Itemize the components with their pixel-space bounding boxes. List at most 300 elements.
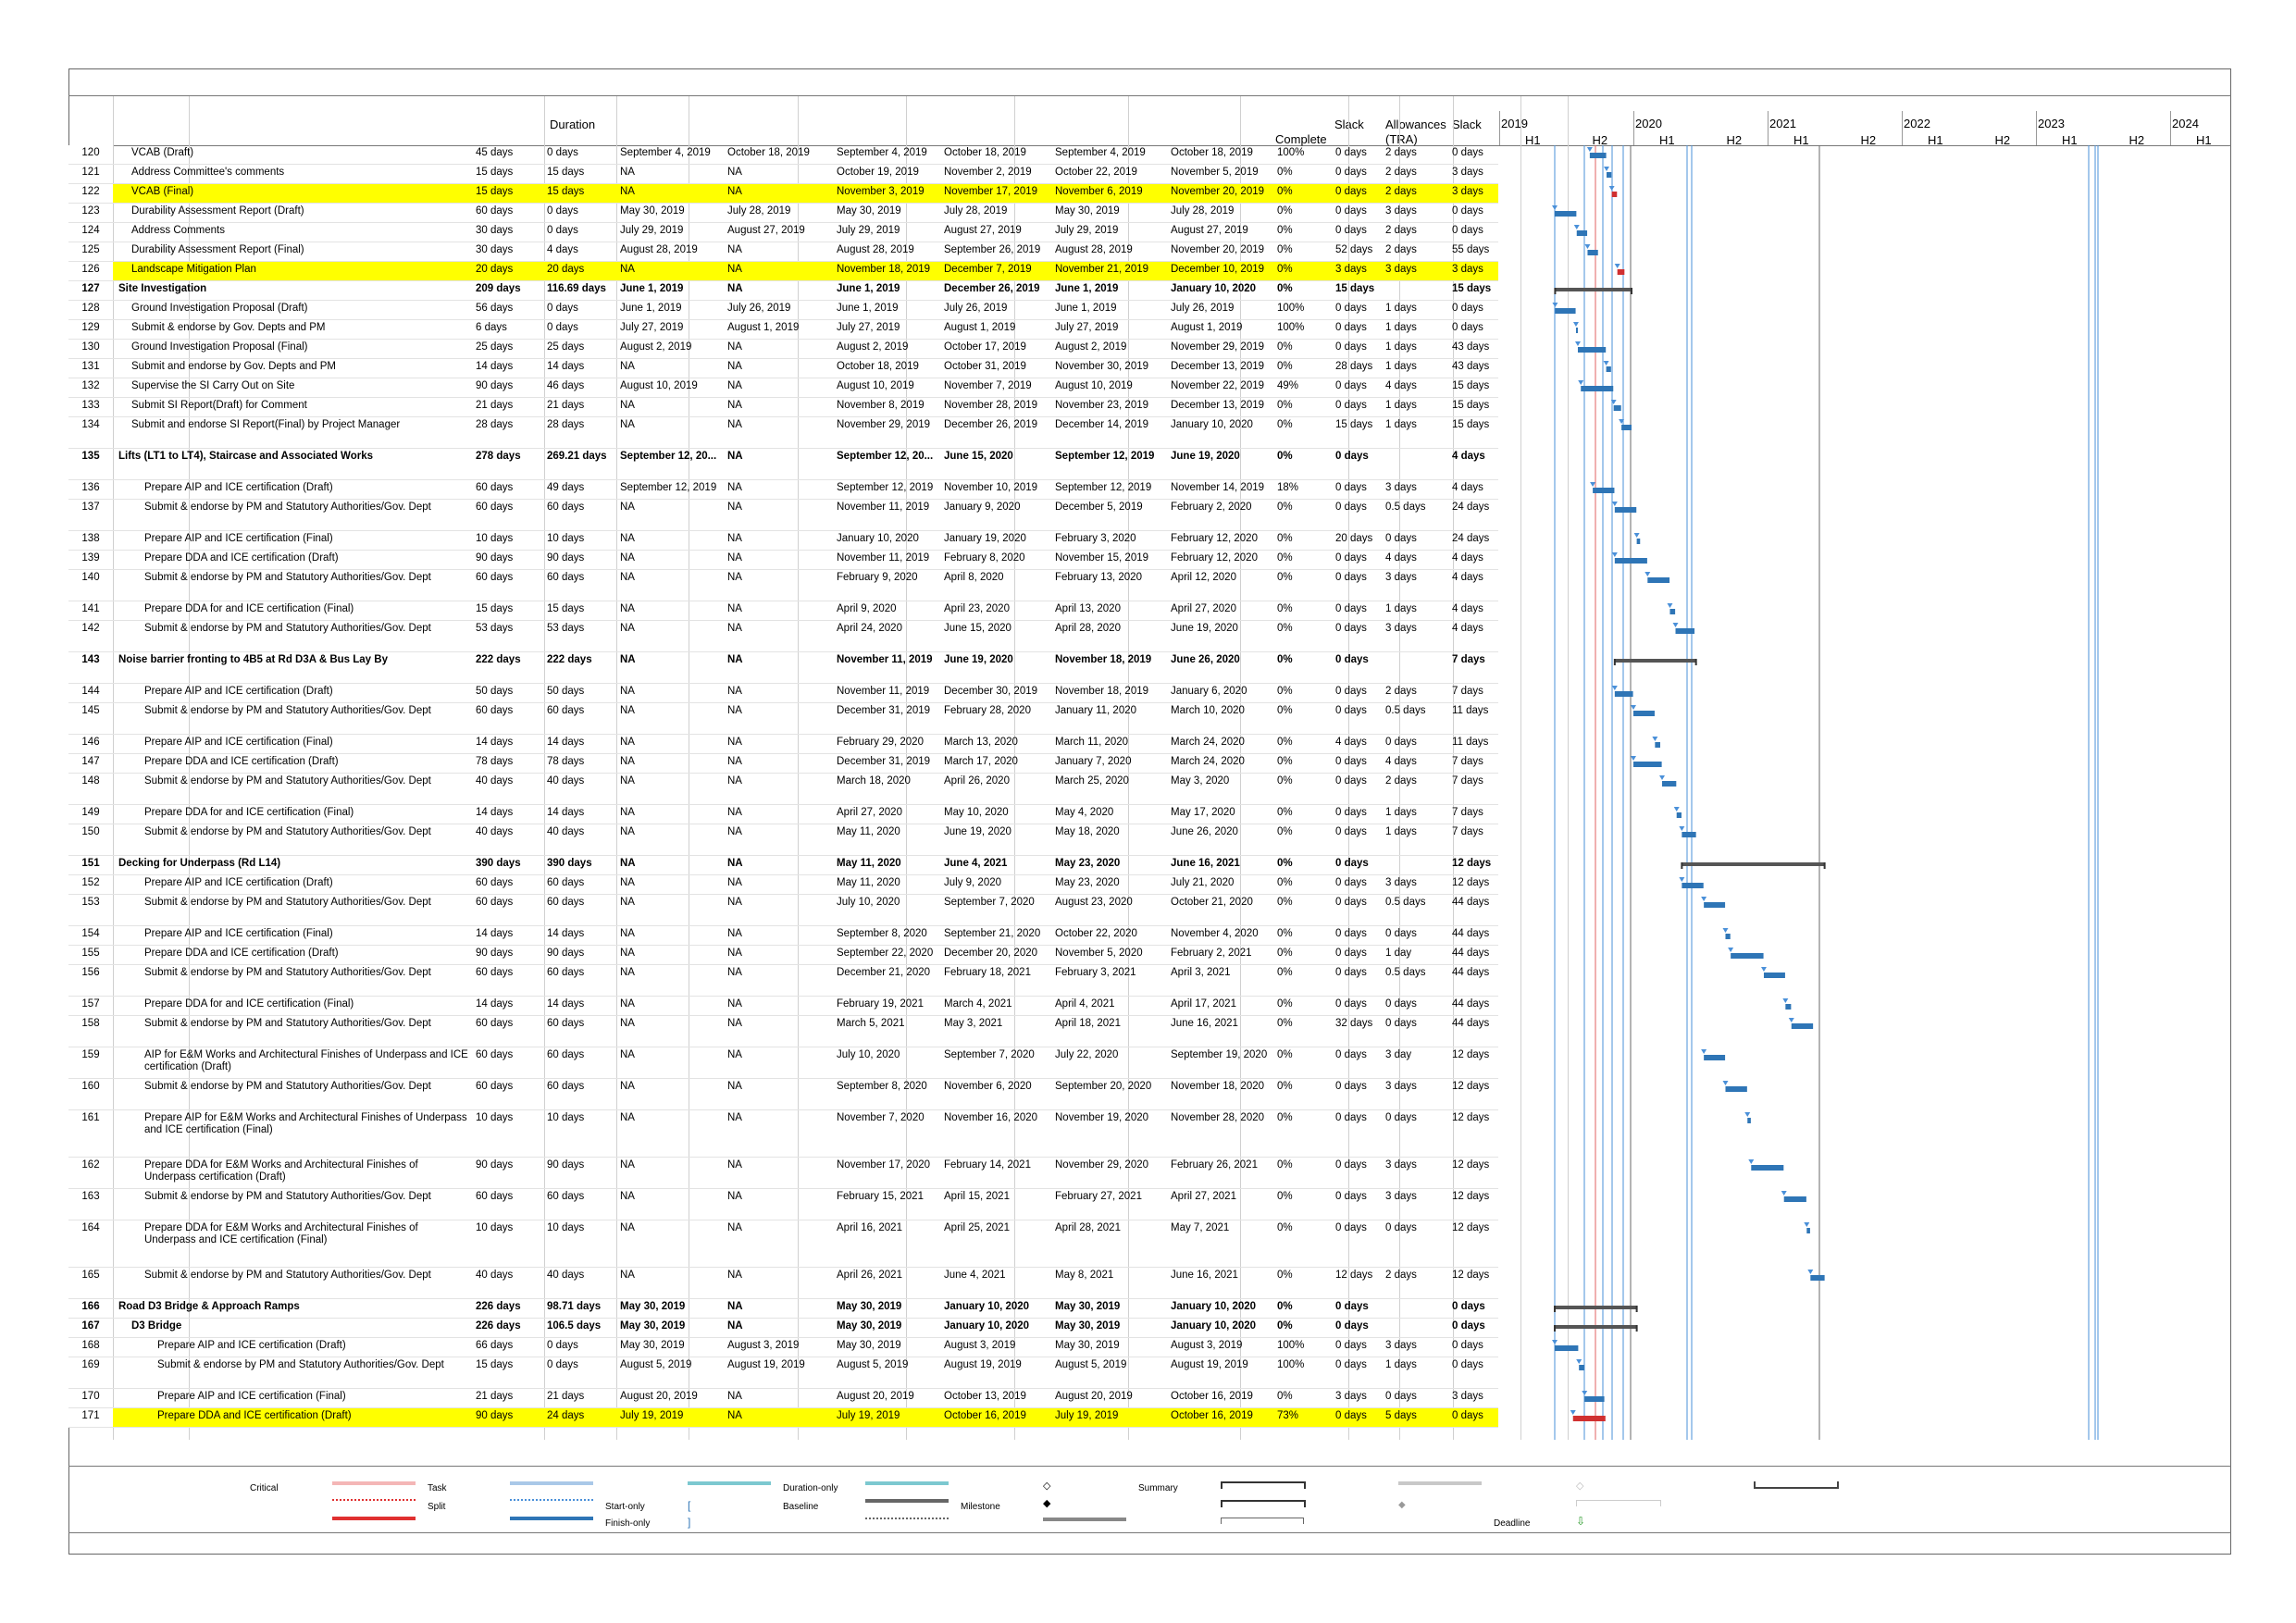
cell-c9: 0% bbox=[1277, 225, 1293, 236]
cell-c4: NA bbox=[727, 1191, 742, 1202]
task-name[interactable]: Prepare DDA and ICE certification (Draft) bbox=[157, 1410, 352, 1421]
task-name[interactable]: Submit & endorse by PM and Statutory Authorities/Gov. Dept bbox=[144, 826, 431, 837]
table-row[interactable] bbox=[68, 449, 1498, 480]
timescale-year: 2023 bbox=[2038, 117, 2065, 130]
cell-c6: April 26, 2020 bbox=[944, 775, 1010, 787]
table-row[interactable] bbox=[68, 1268, 1498, 1299]
cell-c4: NA bbox=[727, 186, 742, 197]
cell-c6: January 9, 2020 bbox=[944, 502, 1021, 513]
cell-c1: 21 days bbox=[476, 1391, 514, 1402]
task-name[interactable]: Prepare DDA for and ICE certification (Final) bbox=[144, 603, 354, 614]
task-marker bbox=[1659, 775, 1665, 780]
cell-c6: September 7, 2020 bbox=[944, 897, 1035, 908]
table-row[interactable] bbox=[68, 895, 1498, 926]
row-id: 127 bbox=[68, 281, 113, 300]
task-name[interactable]: Submit & endorse by PM and Statutory Authorities/Gov. Dept bbox=[144, 502, 431, 513]
table-row[interactable] bbox=[68, 856, 1498, 875]
cell-c6: February 8, 2020 bbox=[944, 552, 1025, 564]
cell-c11: 4 days bbox=[1385, 552, 1417, 564]
cell-c3: NA bbox=[620, 167, 635, 178]
task-name[interactable]: Address Comments bbox=[131, 225, 225, 236]
task-name[interactable]: Submit & endorse by PM and Statutory Authorities/Gov. Dept bbox=[144, 572, 431, 583]
cell-c10: 0 days bbox=[1335, 1320, 1369, 1332]
cell-c9: 0% bbox=[1277, 167, 1293, 178]
cell-c8: February 2, 2021 bbox=[1171, 948, 1252, 959]
cell-c1: 14 days bbox=[476, 361, 514, 372]
task-name[interactable]: Prepare AIP and ICE certification (Final) bbox=[144, 928, 333, 939]
table-row[interactable] bbox=[68, 204, 1498, 223]
task-name[interactable]: Decking for Underpass (Rd L14) bbox=[118, 858, 281, 869]
task-name[interactable]: Prepare AIP and ICE certification (Final) bbox=[144, 737, 333, 748]
table-row[interactable] bbox=[68, 340, 1498, 359]
timescale-half: H2 bbox=[1860, 133, 1877, 147]
cell-c2: 14 days bbox=[547, 737, 585, 748]
row-id: 169 bbox=[68, 1357, 113, 1388]
task-name[interactable]: VCAB (Draft) bbox=[131, 147, 194, 158]
task-name[interactable]: Submit & endorse by PM and Statutory Authorities/Gov. Dept bbox=[144, 775, 431, 787]
task-name[interactable]: Prepare DDA and ICE certification (Draft) bbox=[144, 552, 339, 564]
cell-c12: 7 days bbox=[1452, 654, 1485, 665]
cell-c2: 21 days bbox=[547, 1391, 585, 1402]
task-name[interactable]: Submit & endorse by PM and Statutory Authorities/Gov. Dept bbox=[144, 623, 431, 634]
cell-c2: 98.71 days bbox=[547, 1301, 602, 1312]
cell-c2: 15 days bbox=[547, 603, 585, 614]
task-name[interactable]: Submit and endorse by Gov. Depts and PM bbox=[131, 361, 336, 372]
cell-c10: 0 days bbox=[1335, 1359, 1367, 1370]
cell-c6: November 2, 2019 bbox=[944, 167, 1032, 178]
table-row[interactable] bbox=[68, 754, 1498, 774]
task-name[interactable]: Submit & endorse by PM and Statutory Authorities/Gov. Dept bbox=[144, 705, 431, 716]
task-name[interactable]: Landscape Mitigation Plan bbox=[131, 264, 256, 275]
cell-c9: 0% bbox=[1277, 244, 1293, 255]
cell-c9: 0% bbox=[1277, 1112, 1293, 1123]
cell-c10: 0 days bbox=[1335, 654, 1369, 665]
cell-c5: April 27, 2020 bbox=[837, 807, 902, 818]
cell-c4: NA bbox=[727, 572, 742, 583]
table-row[interactable] bbox=[68, 500, 1498, 531]
task-bar bbox=[1607, 366, 1611, 372]
cell-c2: 90 days bbox=[547, 552, 585, 564]
task-bar bbox=[1655, 742, 1660, 748]
cell-c4: NA bbox=[727, 654, 743, 665]
cell-c2: 60 days bbox=[547, 1018, 585, 1029]
task-name[interactable]: AIP for E&M Works and Architectural Finishes of Underpass and ICE certification (Draft) bbox=[144, 1049, 468, 1072]
table-row[interactable] bbox=[68, 145, 1498, 165]
table-row[interactable] bbox=[68, 378, 1498, 398]
cell-c12: 0 days bbox=[1452, 1359, 1483, 1370]
row-id: 168 bbox=[68, 1338, 113, 1357]
cell-c1: 226 days bbox=[476, 1320, 521, 1332]
task-name[interactable]: Prepare DDA for E&M Works and Architectural Finishes of Underpass and ICE certification (Final) bbox=[144, 1222, 418, 1245]
task-bar bbox=[1578, 347, 1606, 353]
cell-c6: September 26, 2019 bbox=[944, 244, 1041, 255]
cell-c2: 222 days bbox=[547, 654, 592, 665]
task-name[interactable]: Durability Assessment Report (Draft) bbox=[131, 205, 304, 217]
cell-c12: 0 days bbox=[1452, 225, 1483, 236]
cell-c8: February 26, 2021 bbox=[1171, 1159, 1258, 1171]
cell-c8: October 21, 2020 bbox=[1171, 897, 1253, 908]
milestone-outline-icon: ◇ bbox=[1043, 1481, 1051, 1492]
cell-c5: November 11, 2019 bbox=[837, 686, 930, 697]
task-name[interactable]: Prepare DDA and ICE certification (Draft) bbox=[144, 756, 339, 767]
row-id: 143 bbox=[68, 652, 113, 683]
header-complete[interactable]: Complete bbox=[1275, 132, 1327, 146]
legend-critical-label: Critical bbox=[250, 1483, 279, 1493]
task-name[interactable]: Prepare AIP and ICE certification (Draft) bbox=[144, 877, 333, 888]
cell-c1: 25 days bbox=[476, 341, 514, 353]
cell-c5: April 24, 2020 bbox=[837, 623, 902, 634]
cell-c5: February 9, 2020 bbox=[837, 572, 918, 583]
cell-c4: NA bbox=[727, 858, 743, 869]
cell-c11: 3 days bbox=[1385, 1191, 1417, 1202]
row-id: 141 bbox=[68, 601, 113, 620]
table-row[interactable] bbox=[68, 1319, 1498, 1338]
legend-task-progress bbox=[510, 1517, 593, 1520]
table-row[interactable] bbox=[68, 359, 1498, 378]
task-name[interactable]: Submit & endorse by PM and Statutory Authorities/Gov. Dept bbox=[144, 1081, 431, 1092]
table-row[interactable] bbox=[68, 417, 1498, 449]
cell-c10: 0 days bbox=[1335, 1049, 1367, 1060]
cell-c5: May 30, 2019 bbox=[837, 1340, 901, 1351]
cell-c11: 3 days bbox=[1385, 877, 1417, 888]
cell-c2: 15 days bbox=[547, 186, 585, 197]
cell-c5: November 8, 2019 bbox=[837, 400, 925, 411]
table-row[interactable] bbox=[68, 531, 1498, 551]
cell-c10: 0 days bbox=[1335, 1081, 1367, 1092]
task-name[interactable]: Submit & endorse by PM and Statutory Authorities/Gov. Dept bbox=[144, 1270, 431, 1281]
table-row[interactable] bbox=[68, 1110, 1498, 1158]
summary-bar bbox=[1555, 288, 1632, 291]
cell-c4: NA bbox=[727, 756, 742, 767]
cell-c6: November 16, 2020 bbox=[944, 1112, 1038, 1123]
task-name[interactable]: Lifts (LT1 to LT4), Staircase and Associated Works bbox=[118, 451, 373, 462]
task-name[interactable]: Ground Investigation Proposal (Final) bbox=[131, 341, 308, 353]
cell-c4: NA bbox=[727, 552, 742, 564]
cell-c11: 3 days bbox=[1385, 482, 1417, 493]
cell-c9: 0% bbox=[1277, 1049, 1293, 1060]
task-marker bbox=[1590, 482, 1595, 487]
cell-c9: 0% bbox=[1277, 967, 1293, 978]
task-name[interactable]: Submit & endorse by PM and Statutory Authorities/Gov. Dept bbox=[144, 1191, 431, 1202]
cell-c2: 15 days bbox=[547, 167, 585, 178]
cell-c10: 0 days bbox=[1335, 1222, 1367, 1233]
cell-c8: June 16, 2021 bbox=[1171, 1270, 1238, 1281]
task-name[interactable]: Prepare AIP and ICE certification (Draft) bbox=[157, 1340, 346, 1351]
cell-c10: 0 days bbox=[1335, 948, 1367, 959]
cell-c8: March 10, 2020 bbox=[1171, 705, 1245, 716]
timescale-half: H2 bbox=[1726, 133, 1743, 147]
cell-c7: November 18, 2019 bbox=[1055, 654, 1152, 665]
task-name[interactable]: Prepare DDA for E&M Works and Architectural Finishes of Underpass certification (Draft) bbox=[144, 1159, 418, 1183]
cell-c2: 90 days bbox=[547, 948, 585, 959]
row-id: 130 bbox=[68, 340, 113, 358]
cell-c7: May 8, 2021 bbox=[1055, 1270, 1114, 1281]
legend-baseline-summary bbox=[865, 1499, 949, 1503]
cell-c11: 0.5 days bbox=[1385, 502, 1426, 513]
row-id: 126 bbox=[68, 262, 113, 280]
task-name[interactable]: Submit & endorse by PM and Statutory Authorities/Gov. Dept bbox=[144, 897, 431, 908]
cell-c9: 0% bbox=[1277, 654, 1293, 665]
table-row[interactable] bbox=[68, 223, 1498, 242]
row-id: 158 bbox=[68, 1016, 113, 1047]
task-name[interactable]: Road D3 Bridge & Approach Ramps bbox=[118, 1301, 300, 1312]
table-row[interactable] bbox=[68, 652, 1498, 684]
legend-duration-only-bar bbox=[688, 1481, 771, 1485]
row-id: 123 bbox=[68, 204, 113, 222]
table-row[interactable] bbox=[68, 184, 1498, 204]
cell-c8: December 13, 2019 bbox=[1171, 361, 1265, 372]
cell-c6: January 10, 2020 bbox=[944, 1301, 1030, 1312]
task-marker bbox=[1631, 756, 1636, 761]
cell-c3: NA bbox=[620, 686, 635, 697]
cell-c4: NA bbox=[727, 807, 742, 818]
table-row[interactable] bbox=[68, 242, 1498, 262]
cell-c6: August 1, 2019 bbox=[944, 322, 1016, 333]
task-bar bbox=[1747, 1118, 1751, 1123]
task-marker bbox=[1576, 1359, 1582, 1364]
cell-c9: 0% bbox=[1277, 775, 1293, 787]
cell-c2: 10 days bbox=[547, 533, 585, 544]
cell-c12: 12 days bbox=[1452, 1191, 1490, 1202]
cell-c5: October 19, 2019 bbox=[837, 167, 919, 178]
task-name[interactable]: Prepare AIP and ICE certification (Draft) bbox=[144, 686, 333, 697]
cell-c5: May 30, 2019 bbox=[837, 1301, 902, 1312]
cell-c2: 0 days bbox=[547, 225, 578, 236]
cell-c8: February 12, 2020 bbox=[1171, 552, 1258, 564]
table-row[interactable] bbox=[68, 1158, 1498, 1189]
table-row[interactable] bbox=[68, 262, 1498, 281]
header-duration[interactable]: Duration bbox=[550, 118, 596, 131]
task-name[interactable]: Prepare DDA for and ICE certification (Final) bbox=[144, 998, 354, 1010]
task-name[interactable]: Submit & endorse by Gov. Depts and PM bbox=[131, 322, 326, 333]
table-row[interactable] bbox=[68, 965, 1498, 997]
cell-c2: 390 days bbox=[547, 858, 592, 869]
task-marker bbox=[1584, 244, 1590, 249]
cell-c2: 78 days bbox=[547, 756, 585, 767]
table-row[interactable] bbox=[68, 480, 1498, 500]
cell-c7: February 3, 2021 bbox=[1055, 967, 1136, 978]
task-marker bbox=[1631, 705, 1636, 710]
cell-c7: August 5, 2019 bbox=[1055, 1359, 1127, 1370]
cell-c10: 0 days bbox=[1335, 380, 1367, 391]
task-bar bbox=[1669, 609, 1675, 614]
task-name[interactable]: Prepare DDA for and ICE certification (Final) bbox=[144, 807, 354, 818]
cell-c1: 60 days bbox=[476, 1018, 514, 1029]
table-row[interactable] bbox=[68, 926, 1498, 946]
table-row[interactable] bbox=[68, 1357, 1498, 1389]
task-name[interactable]: Prepare AIP and ICE certification (Draft) bbox=[144, 482, 333, 493]
cell-c1: 90 days bbox=[476, 1159, 514, 1171]
cell-c7: September 4, 2019 bbox=[1055, 147, 1146, 158]
task-marker bbox=[1652, 737, 1657, 741]
row-id: 157 bbox=[68, 997, 113, 1015]
cell-c5: August 5, 2019 bbox=[837, 1359, 909, 1370]
task-name[interactable]: Submit & endorse by PM and Statutory Authorities/Gov. Dept bbox=[144, 967, 431, 978]
table-row[interactable] bbox=[68, 1189, 1498, 1220]
table-row[interactable] bbox=[68, 570, 1498, 601]
cell-c3: August 28, 2019 bbox=[620, 244, 698, 255]
cell-c1: 390 days bbox=[476, 858, 521, 869]
cell-c4: NA bbox=[727, 283, 743, 294]
task-marker bbox=[1587, 147, 1593, 152]
cell-c9: 0% bbox=[1277, 1270, 1293, 1281]
cell-c9: 0% bbox=[1277, 419, 1293, 430]
task-marker bbox=[1722, 928, 1728, 933]
cell-c6: May 10, 2020 bbox=[944, 807, 1009, 818]
cell-c3: NA bbox=[620, 1270, 635, 1281]
table-row[interactable] bbox=[68, 281, 1498, 301]
task-name[interactable]: Address Committee's comments bbox=[131, 167, 285, 178]
task-name[interactable]: Submit and endorse SI Report(Final) by Project Manager bbox=[131, 419, 401, 430]
cell-c8: November 20, 2019 bbox=[1171, 186, 1265, 197]
task-name[interactable]: Prepare DDA and ICE certification (Draft) bbox=[144, 948, 339, 959]
row-id: 145 bbox=[68, 703, 113, 734]
task-bar bbox=[1792, 1023, 1813, 1029]
cell-c6: September 7, 2020 bbox=[944, 1049, 1035, 1060]
cell-c7: February 3, 2020 bbox=[1055, 533, 1136, 544]
table-row[interactable] bbox=[68, 1299, 1498, 1319]
timescale-half: H2 bbox=[1994, 133, 2011, 147]
task-name[interactable]: Supervise the SI Carry Out on Site bbox=[131, 380, 295, 391]
cell-c9: 0% bbox=[1277, 807, 1293, 818]
cell-c12: 7 days bbox=[1452, 756, 1483, 767]
table-row[interactable] bbox=[68, 1408, 1498, 1428]
row-id: 129 bbox=[68, 320, 113, 339]
cell-c7: April 18, 2021 bbox=[1055, 1018, 1121, 1029]
cell-c10: 0 days bbox=[1335, 341, 1367, 353]
header-allowances[interactable]: Allowances bbox=[1385, 118, 1446, 131]
task-marker bbox=[1667, 603, 1672, 608]
task-marker bbox=[1604, 167, 1609, 171]
cell-c4: NA bbox=[727, 897, 742, 908]
task-bar bbox=[1676, 628, 1695, 634]
table-row[interactable] bbox=[68, 774, 1498, 805]
task-name[interactable]: Ground Investigation Proposal (Draft) bbox=[131, 303, 308, 314]
cell-c2: 60 days bbox=[547, 705, 585, 716]
task-marker bbox=[1782, 998, 1788, 1003]
table-row[interactable] bbox=[68, 1389, 1498, 1408]
cell-c6: September 21, 2020 bbox=[944, 928, 1041, 939]
task-name[interactable]: Prepare AIP and ICE certification (Final) bbox=[144, 533, 333, 544]
table-row[interactable] bbox=[68, 735, 1498, 754]
row-id: 165 bbox=[68, 1268, 113, 1298]
timescale-half: H2 bbox=[2128, 133, 2145, 147]
task-bar bbox=[1810, 1275, 1824, 1281]
table-row[interactable] bbox=[68, 824, 1498, 856]
task-marker bbox=[1679, 826, 1684, 831]
cell-c12: 11 days bbox=[1452, 737, 1489, 748]
task-bar bbox=[1682, 832, 1695, 837]
cell-c8: June 19, 2020 bbox=[1171, 623, 1238, 634]
cell-c5: July 27, 2019 bbox=[837, 322, 900, 333]
table-row[interactable] bbox=[68, 1016, 1498, 1047]
table-row[interactable] bbox=[68, 165, 1498, 184]
table-row[interactable] bbox=[68, 1079, 1498, 1110]
cell-c11: 2 days bbox=[1385, 225, 1417, 236]
table-row[interactable] bbox=[68, 320, 1498, 340]
cell-c7: July 19, 2019 bbox=[1055, 1410, 1119, 1421]
cell-c12: 0 days bbox=[1452, 1320, 1485, 1332]
cell-c2: 10 days bbox=[547, 1222, 585, 1233]
cell-c6: October 31, 2019 bbox=[944, 361, 1026, 372]
row-id: 138 bbox=[68, 531, 113, 550]
cell-c2: 4 days bbox=[547, 244, 578, 255]
cell-c10: 0 days bbox=[1335, 705, 1367, 716]
cell-c12: 44 days bbox=[1452, 897, 1490, 908]
table-row[interactable] bbox=[68, 805, 1498, 824]
table-row[interactable] bbox=[68, 398, 1498, 417]
task-marker bbox=[1575, 341, 1581, 346]
cell-c1: 60 days bbox=[476, 1191, 514, 1202]
table-row[interactable] bbox=[68, 684, 1498, 703]
table-row[interactable] bbox=[68, 997, 1498, 1016]
cell-c4: NA bbox=[727, 1159, 742, 1171]
task-bar bbox=[1784, 1196, 1806, 1202]
cell-c3: NA bbox=[620, 858, 636, 869]
task-name[interactable]: Prepare AIP and ICE certification (Final) bbox=[157, 1391, 346, 1402]
cell-c6: June 19, 2020 bbox=[944, 826, 1011, 837]
table-row[interactable] bbox=[68, 1338, 1498, 1357]
cell-c12: 0 days bbox=[1452, 322, 1483, 333]
cell-c1: 60 days bbox=[476, 1049, 514, 1060]
task-marker bbox=[1570, 1410, 1576, 1415]
row-id: 170 bbox=[68, 1389, 113, 1407]
cell-c5: April 26, 2021 bbox=[837, 1270, 902, 1281]
cell-c5: June 1, 2019 bbox=[837, 303, 899, 314]
task-bar bbox=[1607, 172, 1611, 178]
cell-c12: 3 days bbox=[1452, 186, 1483, 197]
cell-c9: 0% bbox=[1277, 1301, 1293, 1312]
cell-c11: 3 days bbox=[1385, 1081, 1417, 1092]
table-row[interactable] bbox=[68, 601, 1498, 621]
task-name[interactable]: Prepare AIP for E&M Works and Architectural Finishes of Underpass and ICE certification (Final) bbox=[144, 1112, 467, 1135]
cell-c7: September 20, 2020 bbox=[1055, 1081, 1152, 1092]
task-name[interactable]: VCAB (Final) bbox=[131, 186, 194, 197]
table-row[interactable] bbox=[68, 621, 1498, 652]
task-name[interactable]: Site Investigation bbox=[118, 283, 207, 294]
cell-c6: August 3, 2019 bbox=[944, 1340, 1016, 1351]
table-row[interactable] bbox=[68, 1220, 1498, 1268]
table-row[interactable] bbox=[68, 703, 1498, 735]
table-row[interactable] bbox=[68, 551, 1498, 570]
cell-c7: May 4, 2020 bbox=[1055, 807, 1114, 818]
row-id: 164 bbox=[68, 1220, 113, 1267]
task-name[interactable]: Durability Assessment Report (Final) bbox=[131, 244, 304, 255]
cell-c9: 0% bbox=[1277, 756, 1293, 767]
cell-c10: 52 days bbox=[1335, 244, 1373, 255]
cell-c2: 0 days bbox=[547, 1340, 578, 1351]
table-row[interactable] bbox=[68, 301, 1498, 320]
cell-c4: NA bbox=[727, 686, 742, 697]
cell-c3: July 29, 2019 bbox=[620, 225, 684, 236]
task-name[interactable]: Submit SI Report(Draft) for Comment bbox=[131, 400, 307, 411]
table-row[interactable] bbox=[68, 946, 1498, 965]
task-name[interactable]: Noise barrier fronting to 4B5 at Rd D3A & Bus Lay By bbox=[118, 654, 388, 665]
cell-c4: NA bbox=[727, 775, 742, 787]
cell-c4: NA bbox=[727, 737, 742, 748]
task-name[interactable]: Submit & endorse by PM and Statutory Authorities/Gov. Dept bbox=[144, 1018, 431, 1029]
task-name[interactable]: D3 Bridge bbox=[131, 1320, 182, 1332]
table-row[interactable] bbox=[68, 1047, 1498, 1079]
task-marker bbox=[1634, 533, 1640, 538]
row-id: 135 bbox=[68, 449, 113, 479]
cell-c9: 0% bbox=[1277, 502, 1293, 513]
cell-c12: 3 days bbox=[1452, 1391, 1483, 1402]
table-row[interactable] bbox=[68, 875, 1498, 895]
header-slack-total[interactable]: Slack bbox=[1452, 118, 1482, 131]
header-slack[interactable]: Slack bbox=[1334, 118, 1364, 131]
task-name[interactable]: Submit & endorse by PM and Statutory Authorities/Gov. Dept bbox=[157, 1359, 444, 1370]
